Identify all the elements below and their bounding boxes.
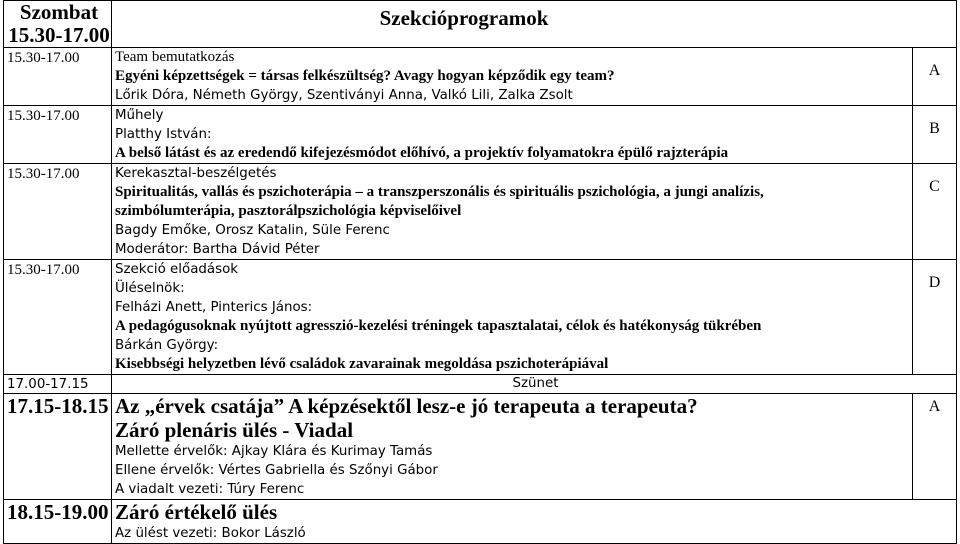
closing-row: [4, 500, 957, 544]
section-row-b: [4, 106, 957, 164]
section-line: Kerekasztal-beszélgetés: [115, 166, 277, 181]
section-line: Felházi Anett, Pinterics János:: [115, 300, 313, 315]
day-time: 15.30-17.00: [8, 23, 110, 47]
section-title: A pedagógusoknak nyújtott agresszió-kezelési tréningek tapasztalatai, célok és hatékonyság tükrében: [115, 318, 762, 334]
section-line: Bagdy Emőke, Orosz Katalin, Süle Ferenc: [115, 223, 390, 238]
plenary-title: Az „érvek csatája” A képzésektől lesz-e jó terapeuta a terapeuta?: [115, 394, 698, 418]
section-row-d: [4, 260, 957, 375]
page-title: Szekcióprogramok: [112, 1, 957, 48]
section-title: A belső látást és az eredendő kifejezésmódot előhívó, a projektív folyamatokra épülő rajzterápia: [115, 145, 729, 161]
section-title: Egyéni képzettségek = társas felkészültség? Avagy hogyan képződik egy team?: [115, 68, 615, 84]
break-row: [4, 375, 957, 394]
break-time: 17.00-17.15: [4, 375, 112, 394]
plenary-detail: Mellette érvelők: Ajkay Klára és Kurimay Tamás: [115, 444, 433, 459]
section-time: 15.30-17.00: [4, 164, 112, 260]
closing-detail: Az ülést vezeti: Bokor László: [115, 526, 306, 541]
section-line: Team bemutatkozás: [115, 49, 235, 65]
section-content: [112, 164, 913, 260]
room-letter: A: [913, 48, 957, 106]
program-table: [3, 0, 957, 544]
section-row-a: [4, 48, 957, 106]
section-title: Spiritualitás, vallás és pszichoterápia – a transzperszonális és spirituális pszichológia, a jungi analízis,: [115, 184, 764, 200]
section-content: [112, 106, 913, 164]
plenary-row: [4, 394, 957, 500]
room-letter: D: [913, 260, 957, 375]
section-time: 15.30-17.00: [4, 106, 112, 164]
plenary-detail: Ellene érvelők: Vértes Gabriella és Szőnyi Gábor: [115, 463, 438, 478]
section-line: Bárkán György:: [115, 338, 219, 353]
section-line: Üléselnök:: [115, 281, 185, 296]
plenary-detail: A viadalt vezeti: Túry Ferenc: [115, 482, 305, 497]
section-line: Lőrik Dóra, Németh György, Szentiványi Anna, Valkó Lili, Zalka Zsolt: [115, 88, 573, 103]
section-title: Kisebbségi helyzetben lévő családok zavarainak megoldása pszichoterápiával: [115, 356, 609, 372]
closing-time: 18.15-19.00: [4, 500, 112, 544]
section-line: Platthy István:: [115, 127, 212, 142]
break-label: Szünet: [112, 375, 957, 394]
plenary-time: 17.15-18.15: [4, 394, 112, 500]
section-title: szimbólumterápia, pasztorálpszichológia képviselőivel: [115, 203, 462, 219]
room-letter: A: [913, 394, 957, 500]
section-content: [112, 48, 913, 106]
closing-content: [112, 500, 957, 544]
section-row-c: [4, 164, 957, 260]
room-letter: C: [913, 164, 957, 260]
closing-title: Záró értékelő ülés: [115, 500, 278, 524]
day-label: Szombat: [19, 0, 99, 24]
room-letter: B: [913, 106, 957, 164]
plenary-content: [112, 394, 913, 500]
section-line: Szekció előadások: [115, 262, 239, 277]
section-line: Moderátor: Bartha Dávid Péter: [115, 242, 320, 257]
plenary-subtitle: Záró plenáris ülés - Viadal: [115, 418, 354, 442]
section-line: Műhely: [115, 108, 164, 123]
section-time: 15.30-17.00: [4, 48, 112, 106]
day-header: [4, 1, 112, 48]
section-content: [112, 260, 913, 375]
header-row: [4, 1, 957, 48]
section-time: 15.30-17.00: [4, 260, 112, 375]
